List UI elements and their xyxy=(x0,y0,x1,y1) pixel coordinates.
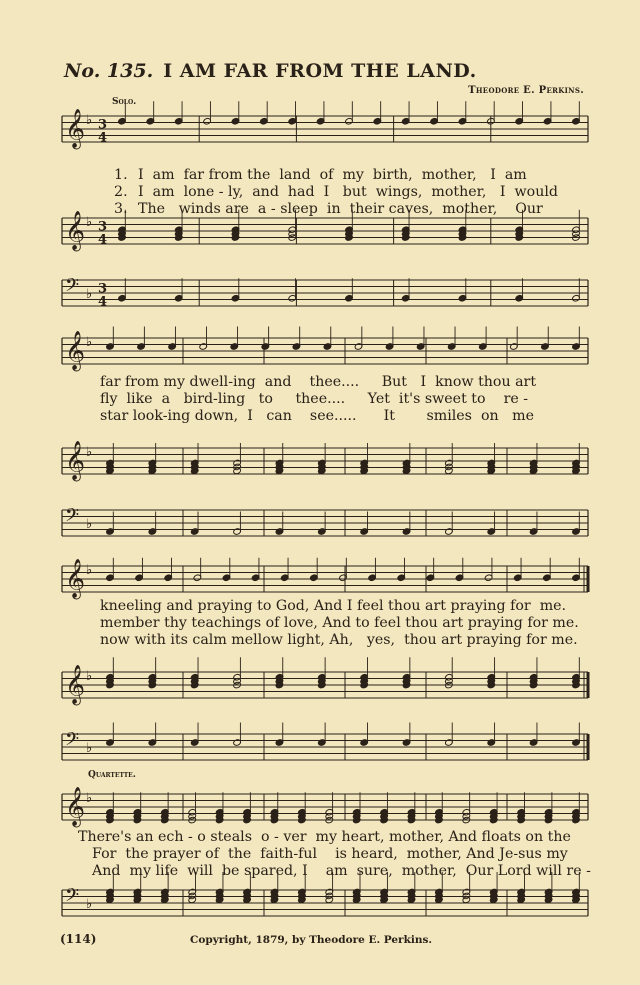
svg-text:♭: ♭ xyxy=(86,741,93,757)
svg-text:♭: ♭ xyxy=(86,444,93,460)
svg-text:𝄞: 𝄞 xyxy=(65,786,86,827)
svg-text:𝄢: 𝄢 xyxy=(65,275,80,301)
system2-verse2: fly like a bird-ling to thee.... Yet it's sweet to re - xyxy=(100,391,529,407)
svg-text:𝄞: 𝄞 xyxy=(65,210,86,251)
svg-text:♭: ♭ xyxy=(86,790,93,806)
system4-verse3: And my life will be spared, I am sure, mother, Our Lord will re - xyxy=(92,863,591,879)
system2-verse3: star look-ing down, I can see..... It smiles on me xyxy=(100,408,535,424)
lyric-text: I am lone - ly, and had I but wings, mother, I would xyxy=(138,184,558,200)
svg-text:3: 3 xyxy=(98,281,108,297)
hymn-title: I AM FAR FROM THE LAND. xyxy=(163,60,477,82)
system4-verse1: There's an ech - o steals o - ver my heart, mother, And floats on the xyxy=(78,829,571,845)
hymn-number: No. 135. xyxy=(64,60,154,82)
system1-bass-staff xyxy=(0,272,640,322)
svg-text:♭: ♭ xyxy=(86,334,93,350)
svg-text:4: 4 xyxy=(98,294,108,310)
svg-text:𝄞: 𝄞 xyxy=(65,108,86,149)
svg-text:𝄞: 𝄞 xyxy=(65,664,86,705)
svg-text:𝄞: 𝄞 xyxy=(65,330,86,371)
system2-melody-staff xyxy=(0,330,640,380)
system4-verse2: For the prayer of the faith-ful is heard, mother, And Je-sus my xyxy=(92,846,568,862)
system3-verse1: kneeling and praying to God, And I feel thou art praying for me. xyxy=(100,598,567,614)
svg-text:𝄞: 𝄞 xyxy=(65,440,86,481)
svg-text:♭: ♭ xyxy=(86,287,93,303)
svg-text:♭: ♭ xyxy=(86,112,93,128)
system1-verse3 xyxy=(96,184,543,235)
system3-verse2: member thy teachings of love, And to feel thou art praying for me. xyxy=(100,615,579,631)
verse-number: 2. xyxy=(114,184,128,200)
verse-number: 1. xyxy=(114,167,128,183)
svg-text:𝄢: 𝄢 xyxy=(65,505,80,531)
lyric-text: The winds are a - sleep in their caves, mother, Our xyxy=(138,201,543,217)
svg-text:4: 4 xyxy=(98,232,108,248)
composer-credit: Theodore E. Perkins. xyxy=(468,85,584,96)
svg-text:♭: ♭ xyxy=(86,517,93,533)
svg-text:4: 4 xyxy=(98,130,108,146)
system3-verse3: now with its calm mellow light, Ah, yes, thou art praying for me. xyxy=(100,632,578,648)
system3-treble-staff xyxy=(0,664,640,714)
svg-text:♭: ♭ xyxy=(86,897,93,913)
copyright-notice: Copyright, 1879, by Theodore E. Perkins. xyxy=(190,934,433,946)
svg-text:𝄞: 𝄞 xyxy=(65,558,86,599)
svg-text:𝄢: 𝄢 xyxy=(65,885,80,911)
system3-bass-staff xyxy=(0,726,640,776)
quartette-label: Quartette. xyxy=(88,770,136,780)
system2-bass-staff xyxy=(0,502,640,552)
svg-text:3: 3 xyxy=(98,219,108,235)
system4-bass-staff xyxy=(0,882,640,932)
lyric-text: I am far from the land of my birth, mother, I am xyxy=(138,167,527,183)
svg-text:♭: ♭ xyxy=(86,562,93,578)
system2-verse1: far from my dwell-ing and thee.... But I know thou art xyxy=(100,374,537,390)
svg-text:♭: ♭ xyxy=(86,214,93,230)
system2-treble-staff xyxy=(0,440,640,490)
svg-text:♭: ♭ xyxy=(86,668,93,684)
svg-text:3: 3 xyxy=(98,117,108,133)
verse-number: 3. xyxy=(114,201,128,217)
svg-text:𝄢: 𝄢 xyxy=(65,729,80,755)
solo-label: Solo. xyxy=(112,97,137,107)
page-number: (114) xyxy=(60,932,97,946)
